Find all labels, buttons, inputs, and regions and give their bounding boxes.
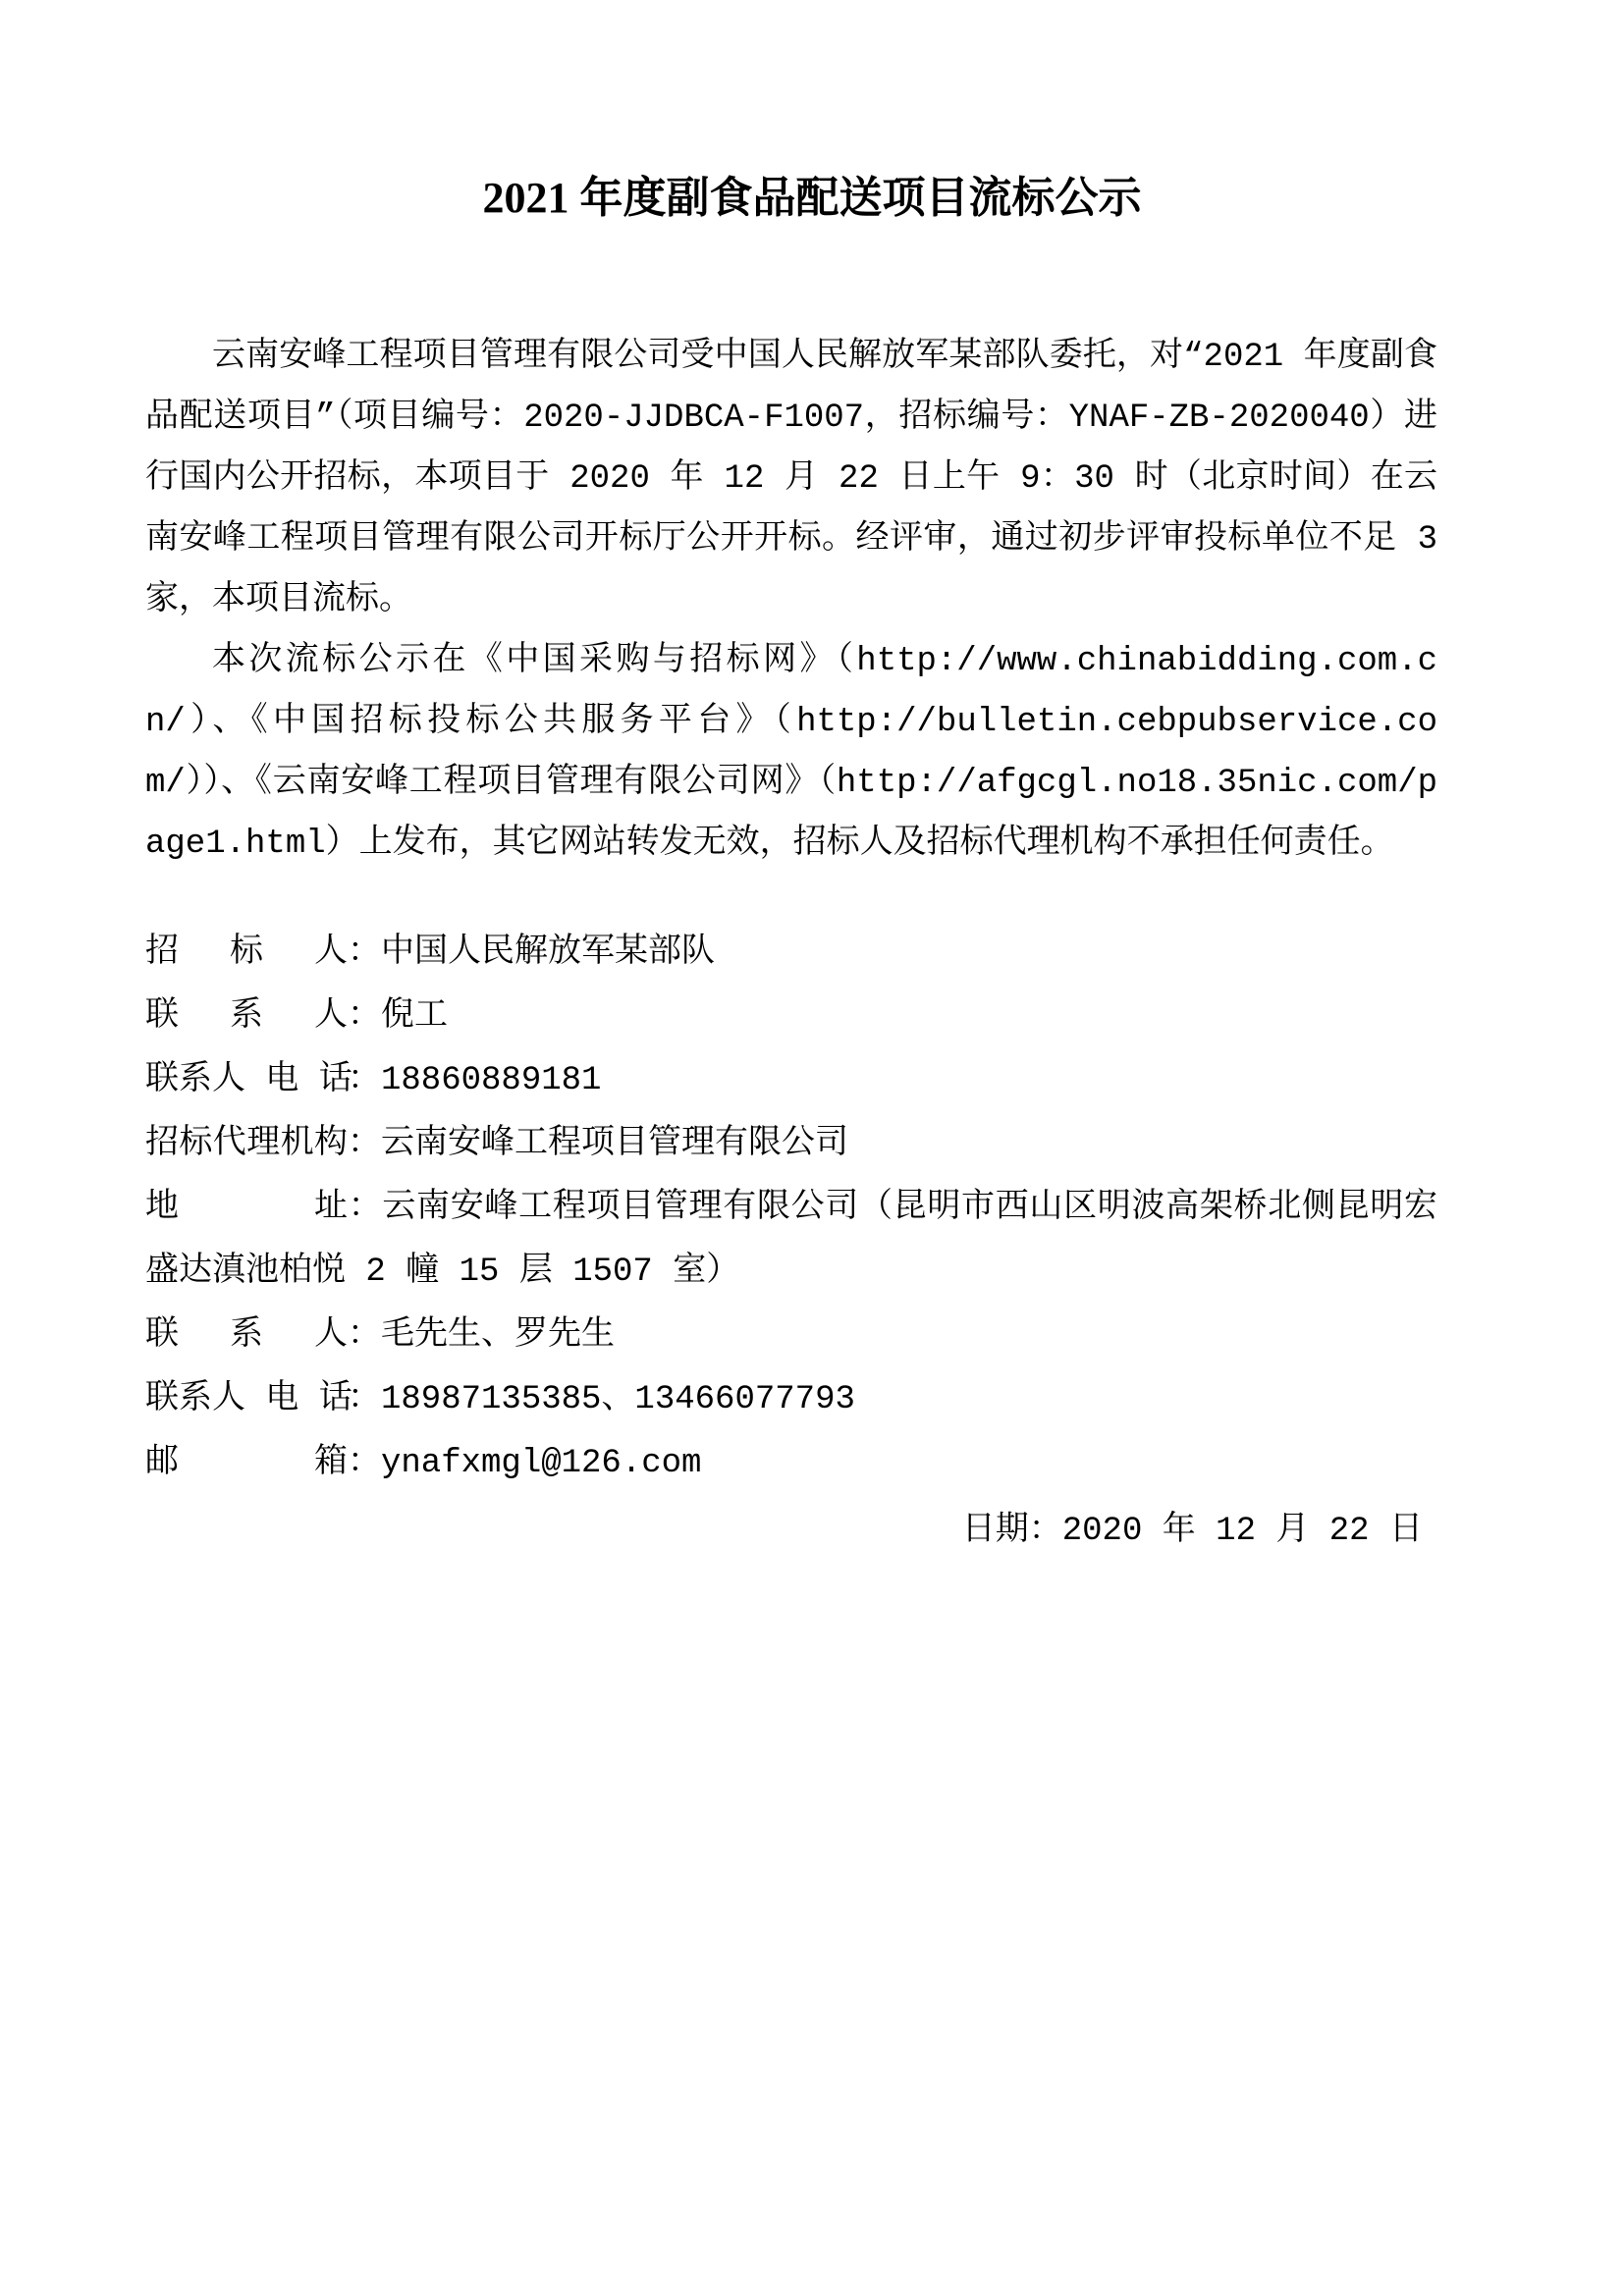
- info-value-agency: 云南安峰工程项目管理有限公司: [381, 1125, 848, 1163]
- info-value-contact-phone-1: 18860889181: [381, 1061, 602, 1099]
- info-row-contact-person-1: [145, 986, 1437, 1049]
- info-row-agency: [145, 1113, 1437, 1177]
- info-label-contact-person-1: 联系人: [145, 997, 348, 1036]
- info-value-contact-person-1: 倪工: [381, 997, 448, 1036]
- document-body: [0, 327, 1624, 1564]
- info-separator: ：: [348, 1061, 381, 1099]
- info-value-email: ynafxmgl@126.com: [381, 1444, 702, 1482]
- body-paragraphs: [145, 327, 1437, 875]
- info-value-contact-phone-2: 18987135385、13466077793: [381, 1380, 855, 1418]
- info-label-tenderer: 招标人: [145, 934, 348, 972]
- info-label-address: 地址: [145, 1189, 348, 1227]
- page-title: 2021 年度副食品配送项目流标公示: [482, 174, 1142, 222]
- contact-info-block: [145, 922, 1437, 1496]
- info-separator: ：: [348, 1444, 381, 1482]
- info-row-tenderer: [145, 922, 1437, 986]
- info-label-contact-phone-2: 联系人 电 话: [145, 1380, 352, 1418]
- info-row-contact-person-2: [145, 1305, 1437, 1368]
- info-value-tenderer: 中国人民解放军某部队: [381, 934, 715, 972]
- paragraph-publication-sites: 本次流标公示在《中国采购与招标网》（http://www.chinabidding.com.cn/）、《中国招标投标公共服务平台》（http://bulletin.cebpubservice.com/））、《云南安峰工程项目管理有限公司网》（http://afgcgl.no18.35nic.com/page1.html）上发布，其它网站转发无效，招标人及招标代理机构不承担任何责任。: [145, 642, 1437, 863]
- info-separator: ：: [348, 1189, 383, 1227]
- info-separator: ：: [348, 1125, 381, 1163]
- date-line: 日期：2020 年 12 月 22 日: [961, 1512, 1423, 1550]
- info-row-address: [145, 1177, 1437, 1305]
- info-separator: ：: [348, 1316, 381, 1355]
- info-value-address: 云南安峰工程项目管理有限公司（昆明市西山区明波高架桥北侧昆明宏盛达滇池柏悦 2 幢 15 层 1507 室）: [145, 1189, 1437, 1291]
- paragraph-bid-opening: 云南安峰工程项目管理有限公司受中国人民解放军某部队委托，对“2021 年度副食品配送项目”（项目编号：2020-JJDBCA-F1007，招标编号：YNAF-ZB-2020040）进行国内公开招标，本项目于 2020 年 12 月 22 日上午 9：30 时（北京时间）在云南安峰工程项目管理有限公司开标厅公开开标。经评审，通过初步评审投标单位不足 3 家，本项目流标。: [145, 338, 1437, 619]
- info-row-contact-phone-1: [145, 1049, 1437, 1113]
- info-row-contact-phone-2: [145, 1368, 1437, 1432]
- info-label-contact-person-2: 联系人: [145, 1316, 348, 1355]
- info-separator: ：: [348, 1380, 381, 1418]
- info-label-agency: 招标代理机构: [145, 1125, 348, 1163]
- info-separator: ：: [348, 934, 381, 972]
- info-value-contact-person-2: 毛先生、罗先生: [381, 1316, 615, 1355]
- info-separator: ：: [348, 997, 381, 1036]
- info-label-email: 邮箱: [145, 1444, 348, 1482]
- info-label-contact-phone-1: 联系人 电 话: [145, 1061, 352, 1099]
- info-row-email: [145, 1432, 1437, 1496]
